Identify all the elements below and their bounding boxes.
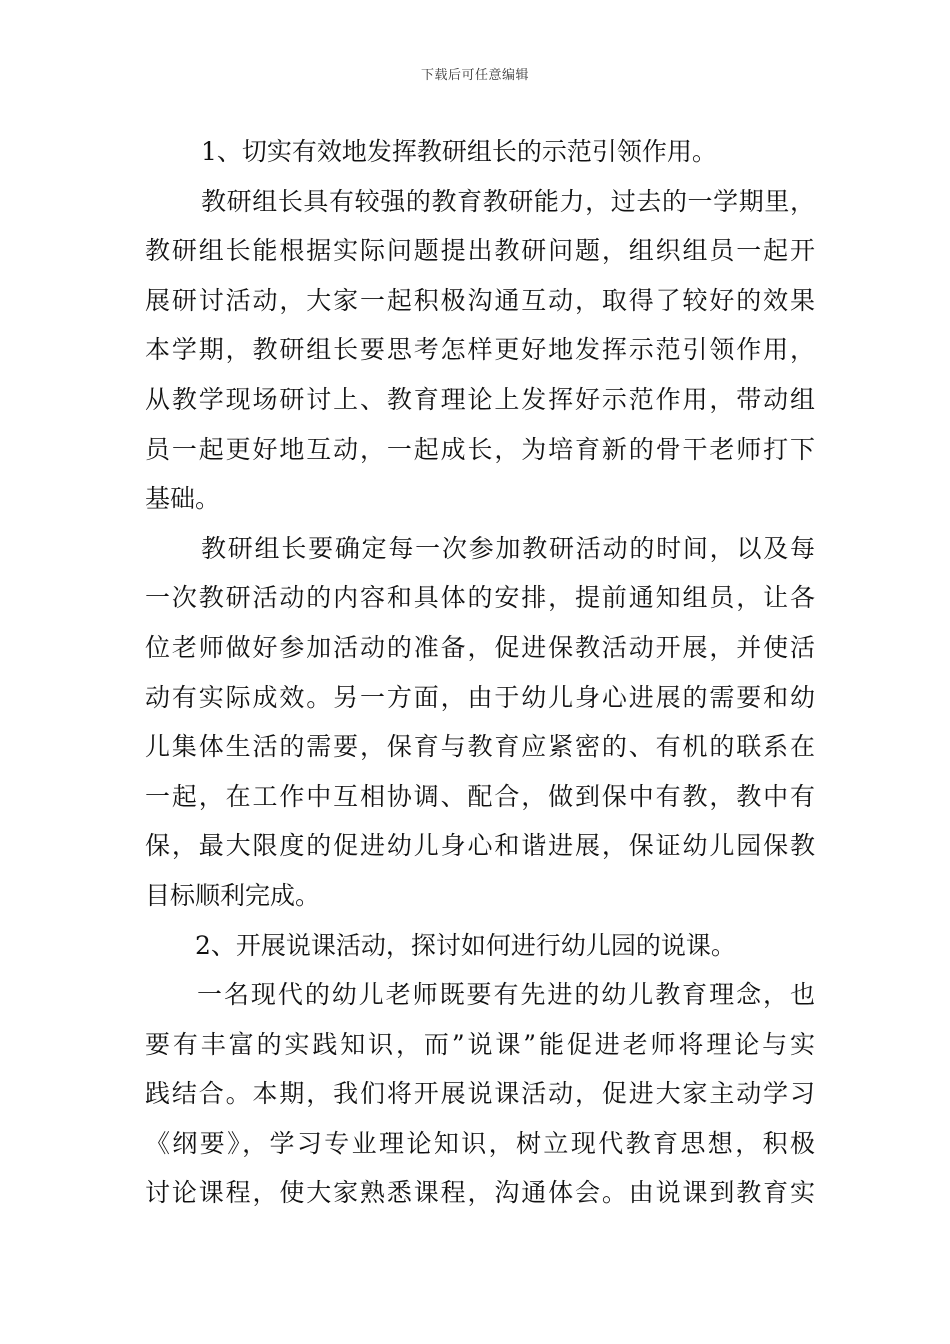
text-line: 一名现代的幼儿老师既要有先进的幼儿教育理念，也 <box>197 980 815 1010</box>
text-line: 教研组长能根据实际问题提出教研问题，组织组员一起开 <box>145 236 815 266</box>
text-line: 保，最大限度的促进幼儿身心和谐进展，保证幼儿园保教 <box>145 831 815 861</box>
text-line: 基础。 <box>145 484 221 514</box>
text-line: 目标顺利完成。 <box>145 880 321 910</box>
text-line: 位老师做好参加活动的准备，促进保教活动开展，并使活 <box>145 632 815 662</box>
text-line: 从教学现场研讨上、教育理论上发挥好示范作用，带动组 <box>145 384 815 414</box>
text-line: 本学期，教研组长要思考怎样更好地发挥示范引领作用， <box>145 335 815 365</box>
text-line: 教研组长具有较强的教育教研能力，过去的一学期里， <box>201 186 815 216</box>
text-line: 动有实际成效。另一方面，由于幼儿身心进展的需要和幼 <box>145 682 815 712</box>
page-header: 下载后可任意编辑 <box>420 68 529 83</box>
text-line: 教研组长要确定每一次参加教研活动的时间，以及每 <box>201 533 815 563</box>
text-line: 一起，在工作中互相协调、配合，做到保中有教，教中有 <box>145 781 815 811</box>
section-heading-1: 1、切实有效地发挥教研组长的示范引领作用。 <box>201 137 717 166</box>
text-line: 员一起更好地互动，一起成长，为培育新的骨干老师打下 <box>145 434 815 464</box>
text-line: 展研讨活动，大家一起积极沟通互动，取得了较好的效果 <box>145 285 815 315</box>
text-line: 《纲要》，学习专业理论知识，树立现代教育思想，积极 <box>145 1128 815 1158</box>
text-line: 要有丰富的实践知识，而”说课”能促进老师将理论与实 <box>145 1029 815 1059</box>
text-line: 一次教研活动的内容和具体的安排，提前通知组员，让各 <box>145 583 815 613</box>
document-body <box>145 127 815 1218</box>
section-heading-2: 2、开展说课活动，探讨如何进行幼儿园的说课。 <box>195 930 736 960</box>
text-line: 儿集体生活的需要，保育与教育应紧密的、有机的联系在 <box>145 732 815 762</box>
text-line: 讨论课程，使大家熟悉课程，沟通体会。由说课到教育实 <box>145 1178 815 1208</box>
text-line: 践结合。本期，我们将开展说课活动，促进大家主动学习 <box>145 1079 815 1109</box>
